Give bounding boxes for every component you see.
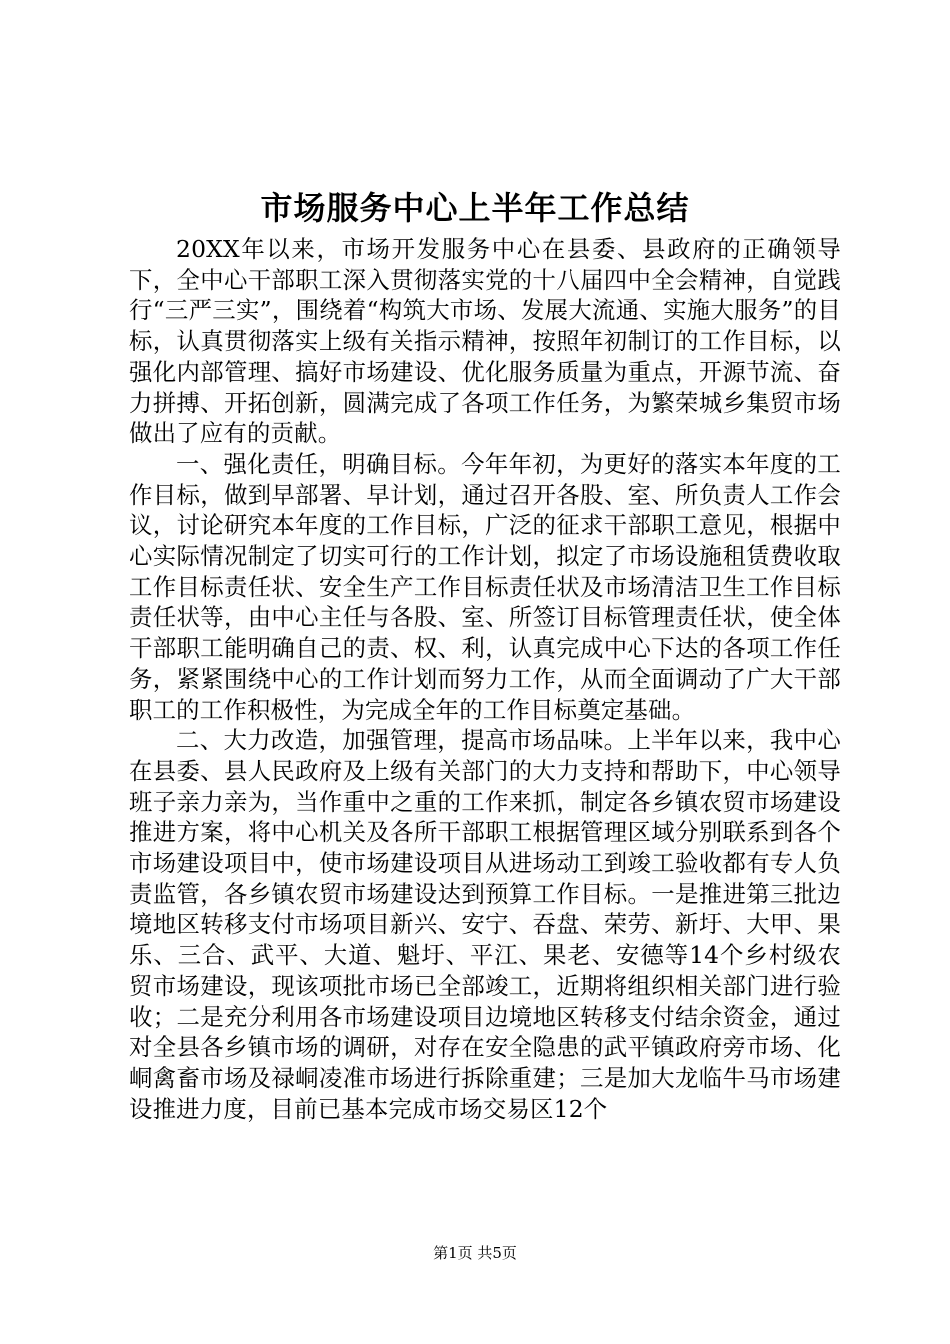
page-number-footer: 第1页 共5页 xyxy=(433,1244,517,1262)
paragraph-intro: 20XX年以来，市场开发服务中心在县委、县政府的正确领导下，全中心干部职工深入贯彻落实党的十八届四中全会精神，自觉践行“三严三实”，围绕着“构筑大市场、发展大流通、实施大服务”的目标，认真贯彻落实上级有关指示精神，按照年初制订的工作目标，以强化内部管理、搞好市场建设、优化服务质量为重点，开源节流、奋力拼搏、开拓创新，圆满完成了各项工作任务，为繁荣城乡集贸市场做出了应有的贡献。 xyxy=(129,235,841,448)
document-title: 市场服务中心上半年工作总结 xyxy=(260,189,690,227)
paragraph-section-one: 一、强化责任，明确目标。今年年初，为更好的落实本年度的工作目标，做到早部署、早计划，通过召开各股、室、所负责人工作会议，讨论研究本年度的工作目标，广泛的征求干部职工意见，根据中心实际情况制定了切实可行的工作计划，拟定了市场设施租赁费收取工作目标责任状、安全生产工作目标责任状及市场清洁卫生工作目标责任状等，由中心主任与各股、室、所签订目标管理责任状，使全体干部职工能明确自己的责、权、利，认真完成中心下达的各项工作任务，紧紧围绕中心的工作计划而努力工作，从而全面调动了广大干部职工的工作积极性，为完成全年的工作目标奠定基础。 xyxy=(129,449,841,724)
document-body xyxy=(129,234,841,1124)
paragraph-section-two: 二、大力改造，加强管理，提高市场品味。上半年以来，我中心在县委、县人民政府及上级有关部门的大力支持和帮助下，中心领导班子亲力亲为，当作重中之重的工作来抓，制定各乡镇农贸市场建设推进方案，将中心机关及各所干部职工根据管理区域分别联系到各个市场建设项目中，使市场建设项目从进场动工到竣工验收都有专人负责监管，各乡镇农贸市场建设达到预算工作目标。一是推进第三批边境地区转移支付市场项目新兴、安宁、吞盘、荣劳、新圩、大甲、果乐、三合、武平、大道、魁圩、平江、果老、安德等14个乡村级农贸市场建设，现该项批市场已全部竣工，近期将组织相关部门进行验收；二是充分利用各市场建设项目边境地区转移支付结余资金，通过对全县各乡镇市场的调研，对存在安全隐患的武平镇政府旁市场、化峒禽畜市场及禄峒凌准市场进行拆除重建；三是加大龙临牛马市场建设推进力度，目前已基本完成市场交易区12个 xyxy=(129,726,841,1123)
